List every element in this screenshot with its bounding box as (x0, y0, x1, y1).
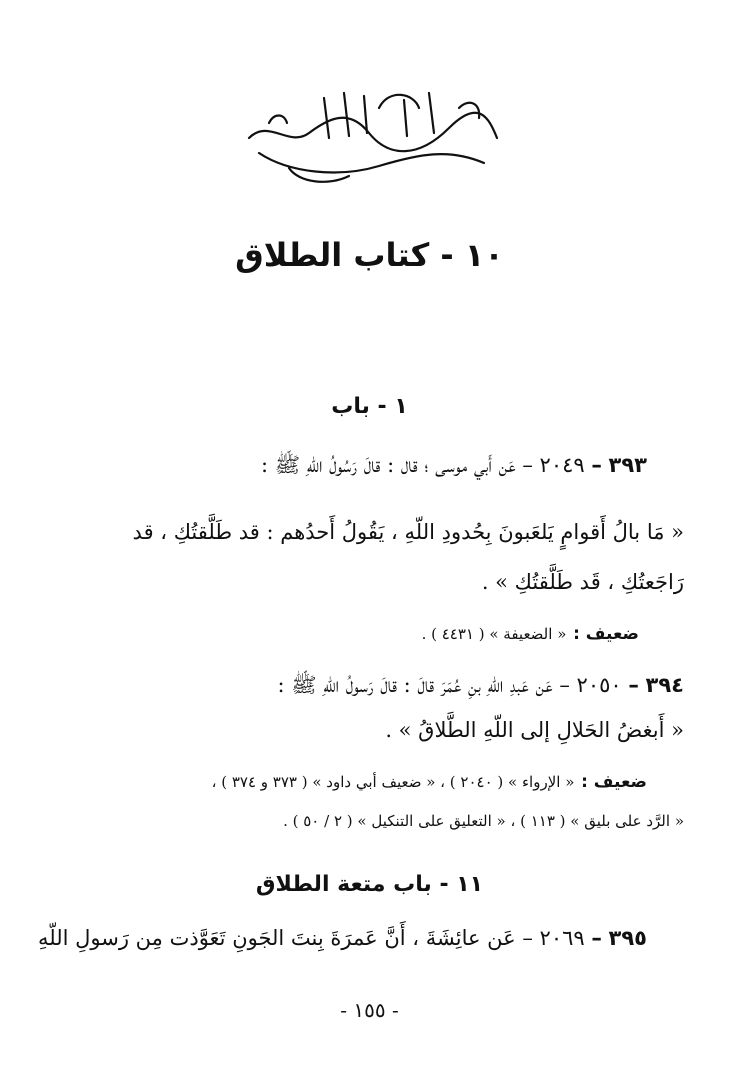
grade-label: ضعيف : (581, 772, 647, 792)
svg-text:بسم الله الرحمن الرحيم: بسم الله الرحمن الرحيم (363, 183, 375, 184)
book-title: ١٠ - كتاب الطلاق (235, 236, 504, 274)
isnad-text: ٢٠٦٩ – عَن عائِشَةَ ، أَنَّ عَمرَةَ بِنتَ الجَونِ تَعَوَّذت مِن رَسولِ اللّهِ (38, 926, 585, 950)
isnad-text: ٢٠٤٩ – عَن أَبي موسى ؛ قال : قالَ رَسُولُ اللّهِ ﷺ : (261, 453, 585, 477)
hadith-number: ٣٩٣ (608, 453, 647, 477)
grade-text: « الإرواء » ( ٢٠٤٠ ) ، « ضعيف أبي داود » ( ٣٧٣ و ٣٧٤ ) ، (211, 773, 575, 791)
hadith-393-grade (70, 620, 639, 644)
basmala-calligraphy-icon (229, 78, 509, 188)
isnad-text: ٢٠٥٠ – عَن عَبدِ اللّهِ بنِ عُمَرَ قالَ : قالَ رَسولُ اللّهِ ﷺ : (277, 673, 622, 697)
separator: – (591, 926, 602, 950)
basmala-calligraphy (229, 78, 509, 188)
page-number: - ١٥٥ - (340, 998, 399, 1022)
grade-text: « الضعيفة » ( ٤٤٣١ ) . (421, 625, 567, 643)
hadith-394-grade-line2: « الرَّد على بليق » ( ١١٣ ) ، « التعليق على التنكيل » ( ٢ / ٥٠ ) . (283, 812, 684, 830)
hadith-394-isnad (60, 672, 684, 703)
hadith-393-isnad (70, 452, 647, 483)
chapter-title-11: ١١ - باب متعة الطلاق (255, 872, 484, 897)
hadith-number: ٣٩٥ (608, 926, 647, 950)
hadith-393-matn-line1: « مَا بالُ أَقوامٍ يَلعَبونَ بِحُدودِ اللّهِ ، يَقُولُ أَحدُهم : قد طَلَّقتُكِ ، قد (132, 520, 684, 544)
separator: – (591, 453, 602, 477)
separator: – (628, 673, 639, 697)
hadith-395-isnad (38, 926, 647, 950)
grade-label: ضعيف : (573, 624, 639, 644)
hadith-394-grade-line1 (60, 768, 647, 792)
chapter-title-1: ١ - باب (331, 394, 408, 419)
hadith-394-matn: « أَبغضُ الحَلالِ إلى اللّهِ الطَّلاقُ » . (385, 718, 684, 742)
hadith-393-matn-line2: رَاجَعتُكِ ، قَد طَلَّقتُكِ » . (481, 570, 684, 594)
hadith-number: ٣٩٤ (645, 673, 684, 697)
